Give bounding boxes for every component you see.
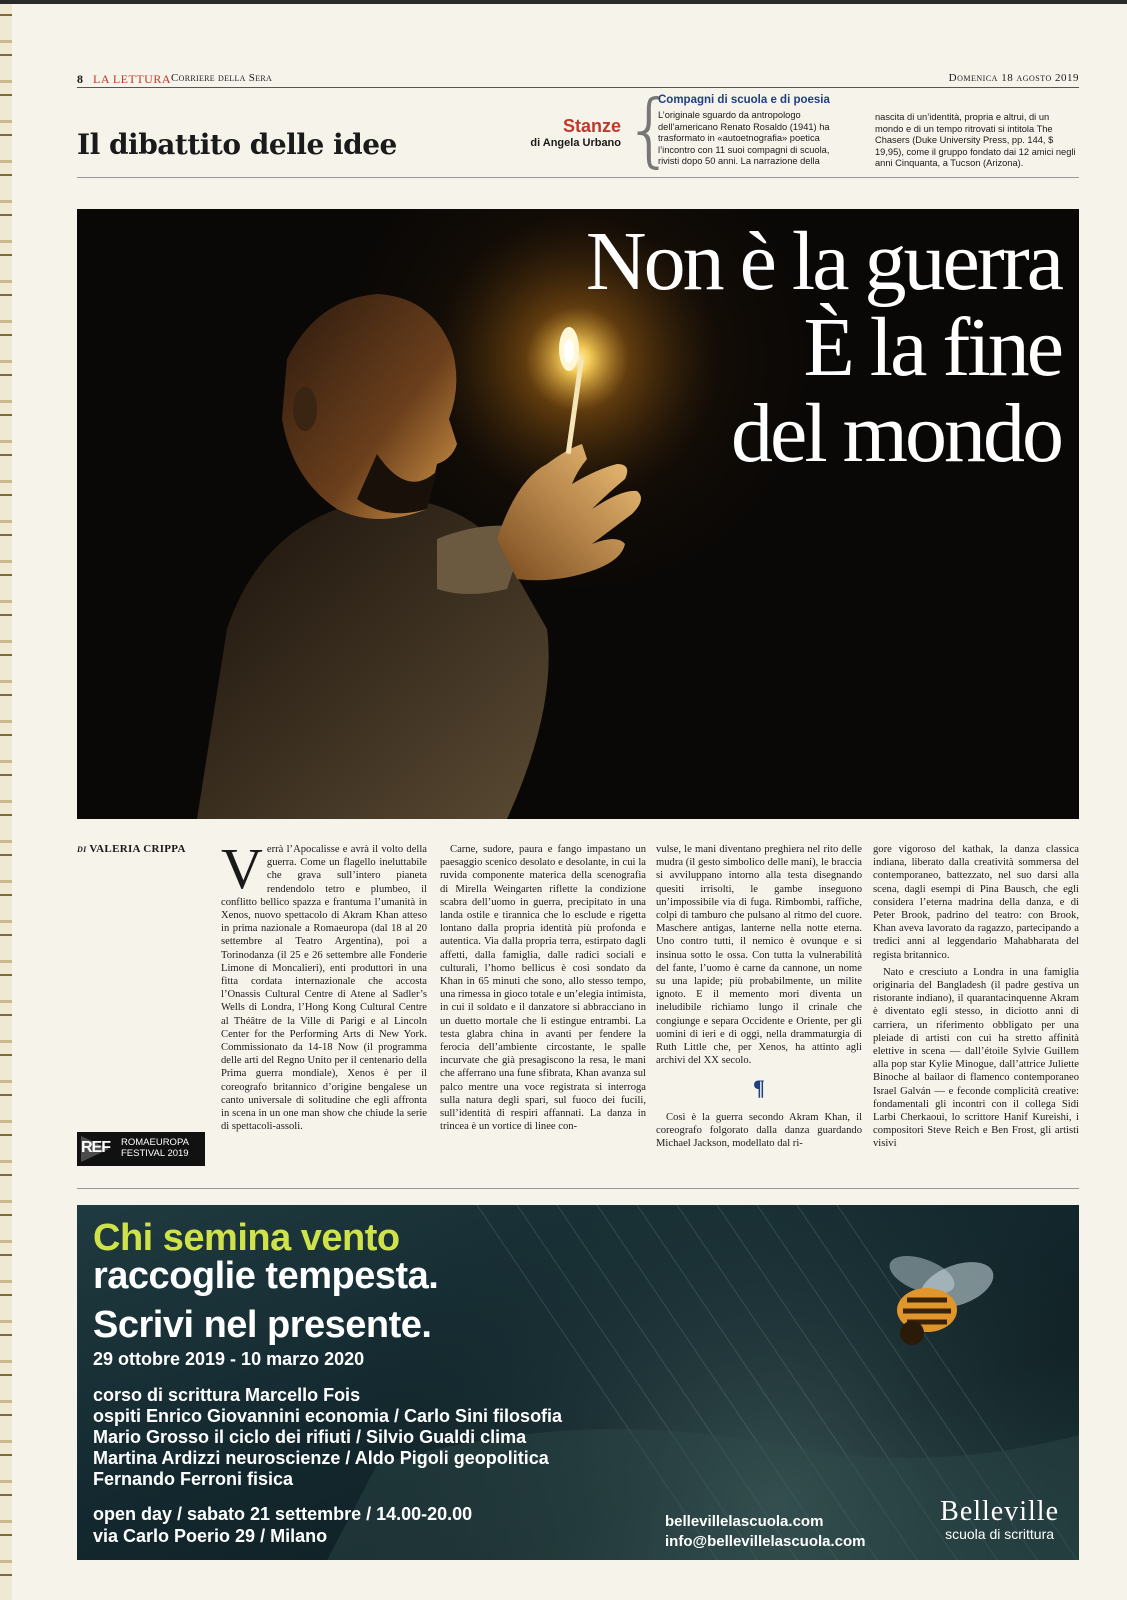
- scan-top-edge: [0, 0, 1127, 4]
- ad-email: info@bellevillelascuola.com: [665, 1533, 866, 1550]
- hero-photo: [77, 209, 1079, 819]
- article-text-2: Carne, sudore, paura e fango impastano un paesaggio scenico desolato e desolante, in cui la ruvida componente materica della scenografia di Mirella Weingarten riflette la condizione scabra dell’uomo in guerra, precipitato in una landa ostile e tirannica che lo esclude e rigetta lontano dalla propria identità più profonda e autentica. Via dalla propria terra, estirpato dagli affetti, dalla famiglia, dalle radici sociali e culturali, l’homo bellicus è così sondato da Khan in 65 minuti che sono, allo stesso tempo, una rimessa in gioco totale e un’elegia intimista, in cui il soldato e il danzatore si abbracciano in un duetto mortale che li estingue entrambi. La testa glabra china in avanti per fendere la ferocia dell’ambiente circostante, le spalle incurvate che già presagiscono la resa, le mani che afferrano una fune sfibrata, Khan avanza sul palco mentre una voce registrata si interroga sulla natura degli spari, sul fuoco dei fucili, sull’identità di respiri affannati. La danza in trincea è un vortice di linee con-: [440, 844, 646, 1133]
- article-text-4b: Nato e cresciuto a Londra in una famiglia originaria del Bangladesh (il padre gestiva un ristorante indiano), il quarantacinquenne Akram è diventato egli stesso, in diciotto anni di carriera, un riferimento obbligato per una pleiade di artisti con cui ha stretto affinità elettive in scena — dall’étoile Sylvie Guillem alla pop star Kylie Minogue, dall’attrice Juliette Binoche al bailaor di flamenco contemporaneo Israel Galván — e feconde complicità creative: fondamentali gli incontri con il collega Sidi Larbi Cherkaoui, lo scrittore Hanif Kureishi, i compositori Steve Reich e Ben Frost, gli artisti visivi: [873, 966, 1079, 1150]
- stanze-title: Stanze: [562, 116, 621, 136]
- stanze-text-1: L’originale sguardo da antropologo dell’americano Renato Rosaldo (1941) ha trasformato in «autoetnografia» poetica l’incontro con 11 suoi compagni di scuola, rivisti dopo 50 anni. La narrazione della: [658, 110, 830, 166]
- stanze-author: di Angela Urbano: [530, 137, 621, 149]
- stanze-text-2: nascita di un’identità, propria e altrui, di un mondo e di un tempo ritrovati si intitola The Chasers (Duke University Press, pp. 144, $ 19,95), come il gruppo fondato dai 12 amici negli anni Cinquanta, a Tucson (Arizona).: [875, 112, 1076, 168]
- supplement-name: LA LETTURA: [93, 72, 171, 86]
- byline-prefix: di: [77, 843, 87, 855]
- masthead: [77, 70, 1079, 88]
- article-column-3: [656, 843, 862, 1173]
- ad-dates: 29 ottobre 2019 - 10 marzo 2020: [93, 1349, 365, 1369]
- stanze-heading: Compagni di scuola e di poesia: [658, 94, 830, 106]
- article-column-1: [221, 843, 427, 1173]
- ad-divider: [77, 1188, 1079, 1189]
- ad-open-day-line: open day / sabato 21 settembre / 14.00-20.00: [93, 1504, 473, 1524]
- byline-name: VALERIA CRIPPA: [89, 843, 186, 855]
- section-title: Il dibattito delle idee: [77, 128, 397, 161]
- ad-title-1: Chi semina vento: [93, 1217, 400, 1259]
- ad-title-3: Scrivi nel presente.: [93, 1304, 432, 1346]
- ad-program-line-4: Martina Ardizzi neuroscienze / Aldo Pigoli geopolitica: [93, 1448, 549, 1468]
- ad-program-line-1: corso di scrittura Marcello Fois: [93, 1385, 361, 1405]
- ad-program-line-5: Fernando Ferroni fisica: [93, 1469, 294, 1489]
- stanze-column-2: [875, 112, 1079, 170]
- page-number: 8: [77, 72, 83, 86]
- article-text-3b: Così è la guerra secondo Akram Khan, il coreografo folgorato dalla danza guardando Michael Jackson, modellato dal ri-: [656, 1111, 862, 1150]
- issue-date: Domenica 18 agosto 2019: [948, 72, 1079, 84]
- article-text-4a: gore vigoroso del kathak, la danza classica indiana, liberato dalla creatività sommersa del contemporaneo, battezzato, nel suo darsi alla scena, dagli esempi di Pina Bausch, che egli considera l’eterna madrina della danza, e di Peter Brook, padrino del teatro: con Brook, Khan aveva lavorato da ragazzo, partecipando a tredici anni al leggendario Mahabharata del regista britannico.: [873, 844, 1079, 961]
- ad-program-line-2: ospiti Enrico Giovannini economia / Carlo Sini filosofia: [93, 1406, 563, 1426]
- belleville-logo: [940, 1496, 1059, 1542]
- ad-website: bellevillelascuola.com: [665, 1513, 824, 1530]
- logo-line-2: FESTIVAL 2019: [121, 1148, 189, 1159]
- ad-address: via Carlo Poerio 29 / Milano: [93, 1526, 328, 1546]
- ad-program: [93, 1385, 562, 1490]
- newspaper-name: Corriere della Sera: [171, 72, 273, 84]
- headline-line-2: È la fine: [803, 301, 1061, 394]
- logo-ref: REF: [81, 1139, 110, 1156]
- ad-contacts: [665, 1512, 866, 1552]
- header-divider: [77, 177, 1079, 178]
- article-column-4: [873, 843, 1079, 1173]
- romaeuropa-logo: [77, 1132, 205, 1166]
- headline-line-1: Non è la guerra: [585, 215, 1061, 308]
- pilcrow-icon: ¶: [753, 1075, 765, 1101]
- scan-edge: [0, 0, 12, 1600]
- article-text-3a: vulse, le mani diventano preghiera nel rito delle mudra (il gesto simbolico delle mani), le braccia si avviluppano intorno alla testa disegnando quesiti irrisolti, le gambe inseguono un’impossibile via di fuga. Rimbombi, raffiche, colpi di tamburo che pulsano al ritmo del cuore. Maschere antigas, lanterne nella notte eterna. Uno contro tutti, il nemico è ovunque e si insinua sotto le ossa. Con tutta la vulnerabilità del fante, l’uomo è carne da cannone, un nome su una lapide; più probabilmente, un milite ignoto. E il memento mori diventa un ineludibile richiamo lungo il crinale che congiunge e separa Occidente e Oriente, per gli uomini di ieri e di oggi, nella drammaturgia di Ruth Little che, per Xenos, ha attinto agli archivi del XX secolo.: [656, 844, 862, 1067]
- logo-text: [121, 1137, 189, 1159]
- ad-title-2: raccoglie tempesta.: [93, 1255, 439, 1297]
- brand-subtitle: scuola di scrittura: [945, 1526, 1055, 1542]
- article-column-2: [440, 843, 646, 1173]
- drop-cap: V: [221, 843, 263, 901]
- brand-name: Belleville: [940, 1496, 1059, 1527]
- headline-line-3: del mondo: [731, 387, 1061, 480]
- stanze-column-1: [658, 94, 846, 168]
- headline: [585, 215, 1061, 480]
- ad-open-day: [93, 1503, 472, 1547]
- stanze-box: [515, 116, 621, 149]
- byline: [77, 843, 186, 855]
- logo-line-1: ROMAEUROPA: [121, 1137, 189, 1148]
- brace-icon: {: [624, 83, 675, 176]
- belleville-advertisement: [77, 1205, 1079, 1560]
- ad-program-line-3: Mario Grosso il ciclo dei rifiuti / Silvio Gualdi clima: [93, 1427, 527, 1447]
- article-text-1: errà l’Apocalisse e avrà il volto della guerra. Come un flagello ineluttabile che grava sull’intero pianeta rendendolo tetro e plumbeo, il conflitto bellico spazza e frantuma l’umanità in Xenos, nuovo spettacolo di Akram Khan atteso in prima nazionale a Romaeuropa (dal 18 al 20 settembre al Teatro Argentina), poi a Torinodanza (il 25 e 26 settembre alle Fonderie Limone di Moncalieri), enti produttori in una fitta cordata internazionale che accosta l’Onassis Cultural Centre di Atene al Sadler’s Wells di Londra, l’Hong Kong Cultural Centre al Théâtre de la Ville di Parigi e al Lincoln Center for the Performing Arts di New York. Commissionato da 14-18 Now (il programma delle arti del Regno Unito per il centenario della Prima guerra mondiale), Xenos è per il coreografo britannico d’origine bengalese un canto universale di solitudine che egli affronta in scena in un one man show che chiude la serie di spettacoli-assoli.: [221, 844, 427, 1133]
